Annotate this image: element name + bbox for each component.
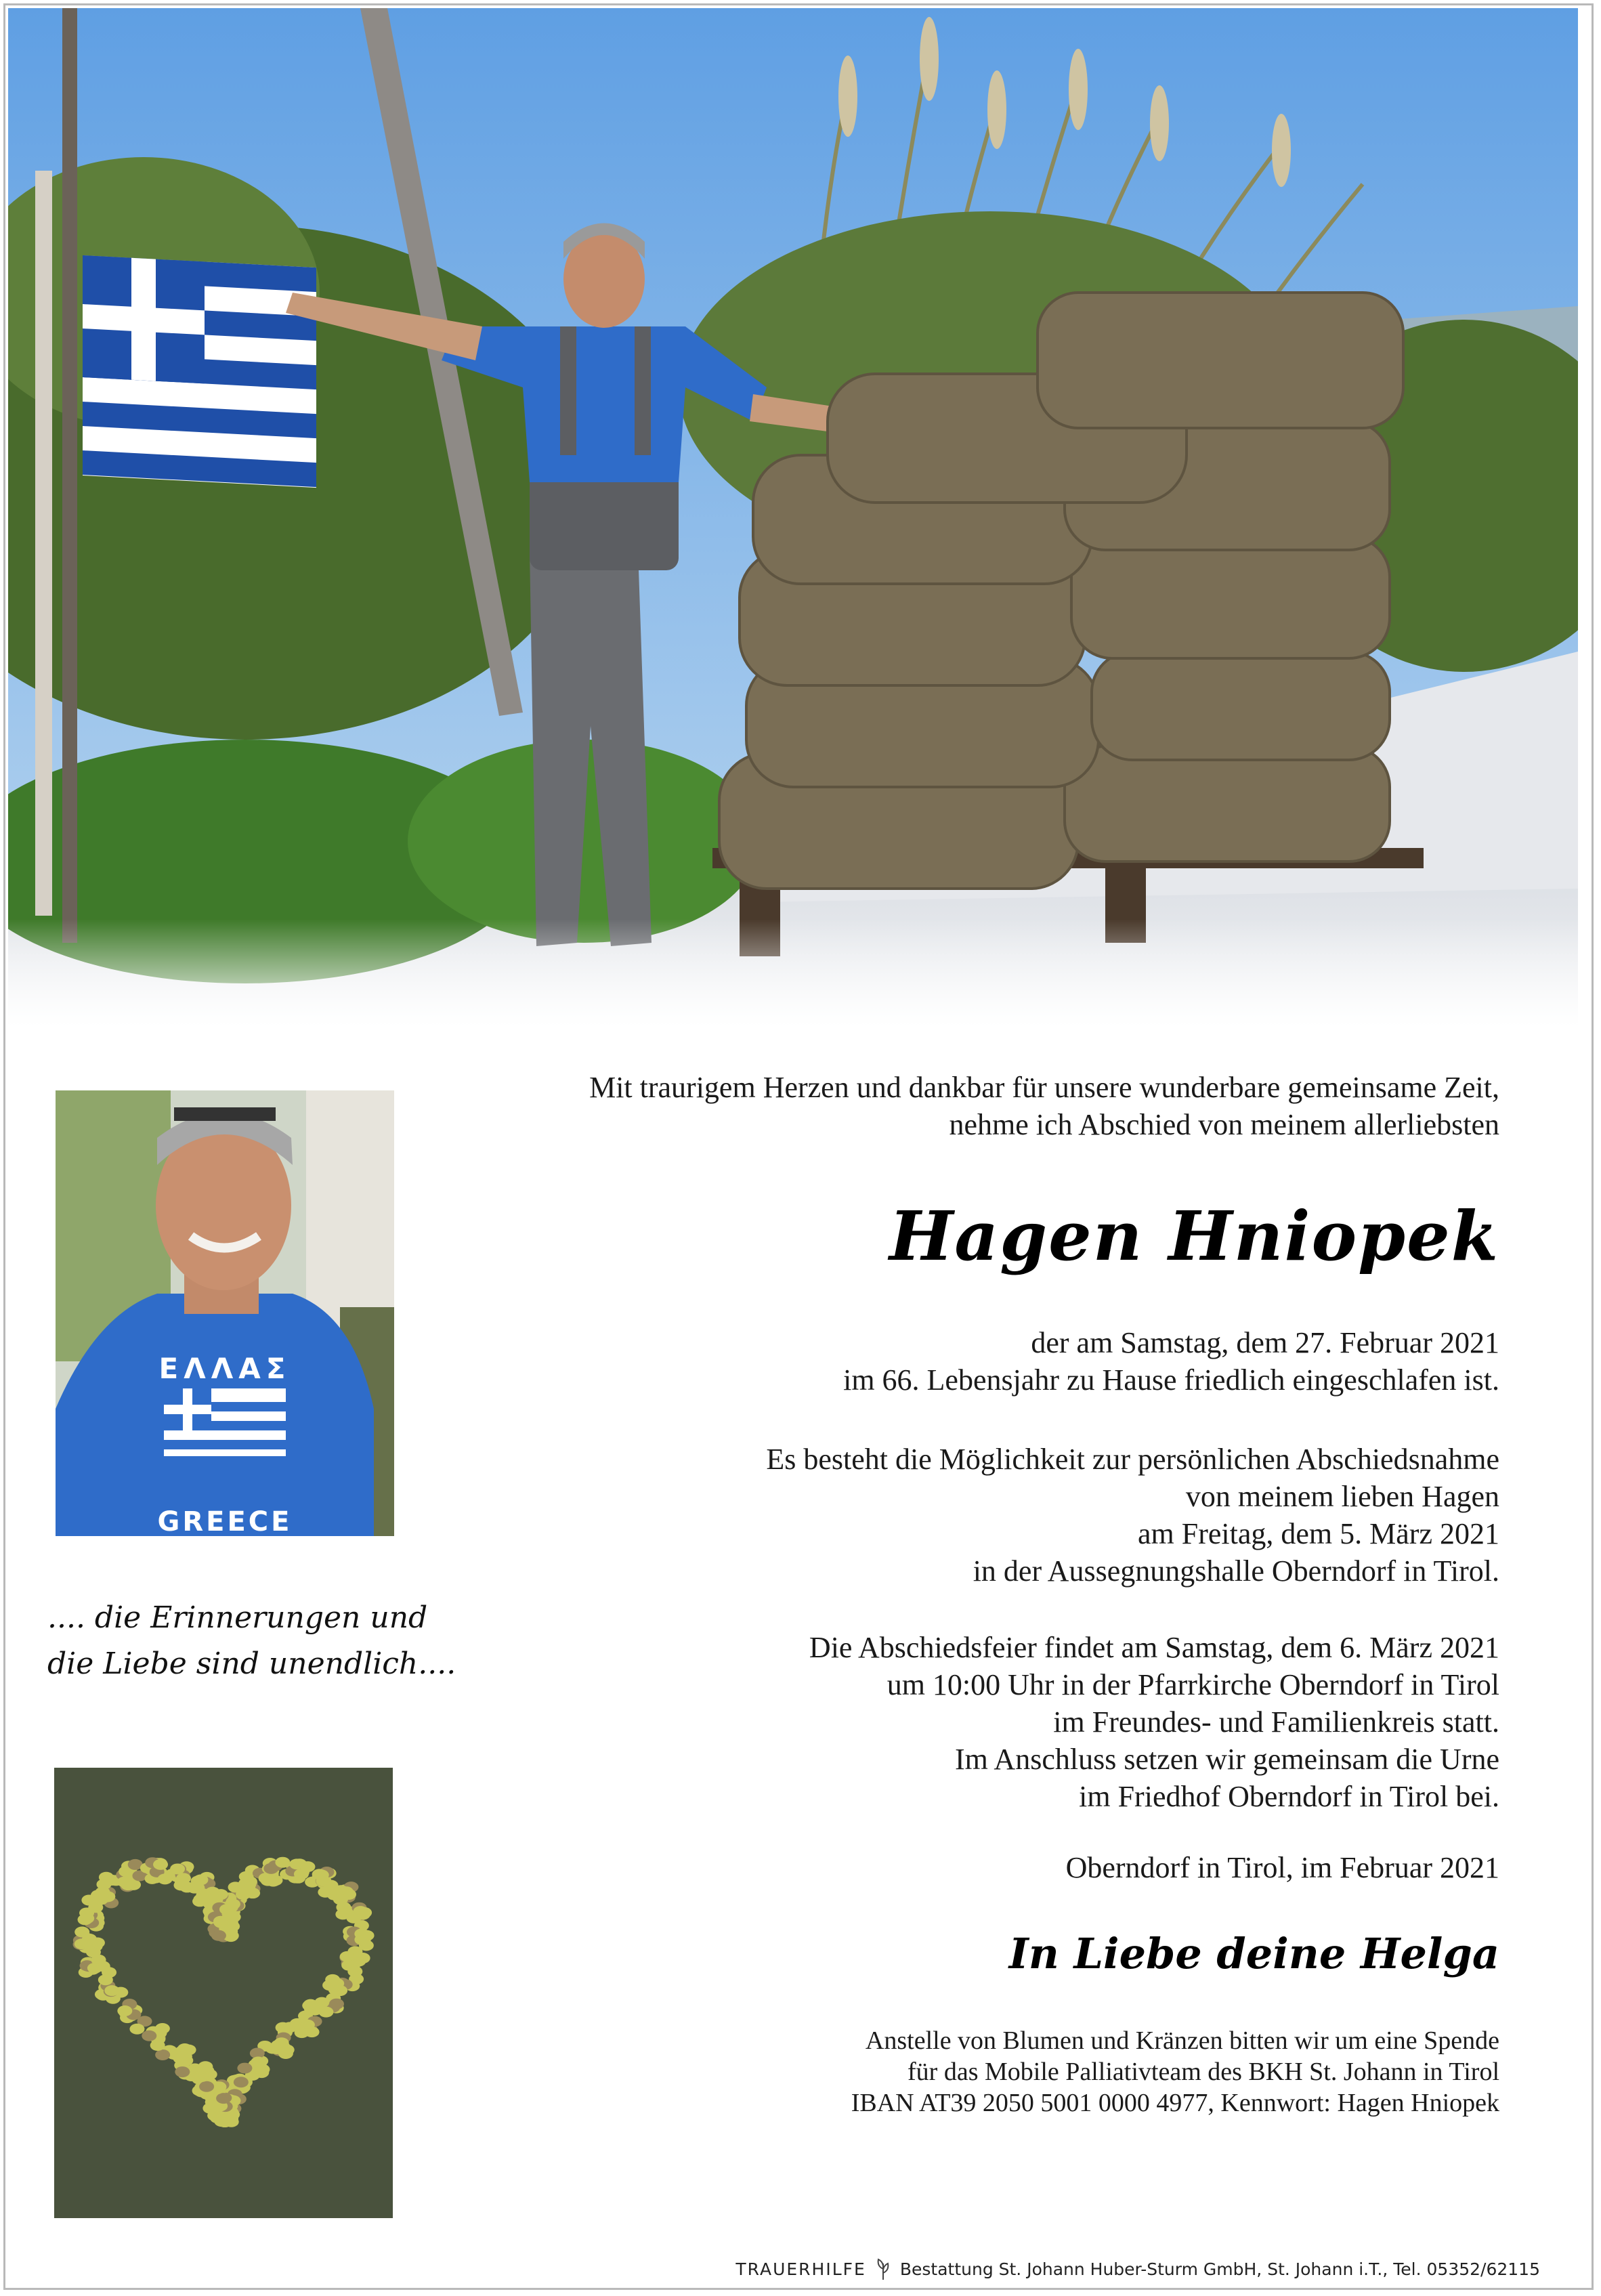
olive xyxy=(351,1956,366,1967)
olive xyxy=(347,1966,362,1977)
shirt-bottom-text: GREECE xyxy=(157,1506,293,1536)
olive xyxy=(276,2022,291,2033)
olive xyxy=(259,1873,274,1884)
olive xyxy=(142,2031,156,2041)
shirt-top-text: ΕΛΛΑΣ xyxy=(158,1352,291,1385)
hero-photo xyxy=(8,8,1578,1027)
olive xyxy=(175,2066,190,2077)
olive xyxy=(223,2110,238,2121)
olive xyxy=(314,1869,329,1880)
hero-fade xyxy=(8,919,1578,1027)
place-date: Oberndorf in Tirol, im Februar 2021 xyxy=(1065,1851,1499,1884)
olive xyxy=(170,1863,185,1874)
farewell-line-4: in der Aussegnungshalle Oberndorf in Tirol. xyxy=(973,1554,1499,1588)
footer-company: Bestattung St. Johann Huber-Sturm GmbH, St. Johann i.T., Tel. 05352/62115 xyxy=(899,2259,1540,2279)
ceremony-line-4: Im Anschluss setzen wir gemeinsam die Urne xyxy=(954,1743,1499,1776)
memory-quote xyxy=(47,1595,454,1687)
olive xyxy=(91,1955,106,1965)
donation-line-3: IBAN AT39 2050 5001 0000 4977, Kennwort: Hagen Hniopek xyxy=(851,2089,1499,2117)
olive xyxy=(82,1934,97,1944)
olive xyxy=(153,1859,168,1870)
olive xyxy=(304,2004,319,2015)
olive xyxy=(216,2093,231,2104)
intro-line-1: Mit traurigem Herzen und dankbar für unsere wunderbare gemeinsame Zeit, xyxy=(589,1071,1499,1104)
olive xyxy=(155,2049,170,2060)
death-line-2: im 66. Lebensjahr zu Hause friedlich eingeschlafen ist. xyxy=(843,1363,1499,1397)
olive xyxy=(356,1934,371,1944)
olive xyxy=(117,2005,132,2016)
olive xyxy=(333,1985,347,1996)
footer-brand: TRAUERHILFE xyxy=(735,2259,866,2279)
olive xyxy=(129,2024,144,2035)
donation-line-2: für das Mobile Palliativteam des BKH St. Johann in Tirol xyxy=(908,2058,1499,2086)
ceremony-line-3: im Freundes- und Familienkreis statt. xyxy=(1053,1705,1499,1739)
ceremony-notice xyxy=(809,1629,1499,1815)
olive xyxy=(117,1877,132,1888)
olive xyxy=(333,1894,348,1905)
intro-text xyxy=(589,1069,1499,1143)
leaf-icon xyxy=(874,2257,892,2281)
memory-quote-line-1: .... die Erinnerungen und xyxy=(47,1600,428,1635)
olive xyxy=(346,1913,361,1923)
ceremony-line-2: um 10:00 Uhr in der Pfarrkirche Oberndorf in Tirol xyxy=(887,1668,1499,1701)
ceremony-line-5: im Friedhof Oberndorf in Tirol bei. xyxy=(1079,1780,1499,1813)
farewell-notice xyxy=(766,1441,1499,1590)
olive xyxy=(234,2077,249,2087)
olive xyxy=(237,2063,252,2074)
olive xyxy=(300,1861,315,1872)
olive xyxy=(190,1882,205,1893)
olive xyxy=(241,1879,256,1890)
olive xyxy=(199,2081,214,2092)
farewell-line-1: Es besteht die Möglichkeit zur persönlichen Abschiedsnahme xyxy=(766,1443,1499,1476)
olive xyxy=(211,1930,226,1941)
farewell-line-2: von meinem lieben Hagen xyxy=(1185,1480,1499,1513)
donation-line-1: Anstelle von Blumen und Kränzen bitten wir um eine Spende xyxy=(865,2026,1499,2055)
olive-heart-photo xyxy=(54,1768,393,2218)
donation-notice xyxy=(851,2025,1499,2119)
memory-quote-line-2: die Liebe sind unendlich.... xyxy=(47,1646,456,1681)
olive xyxy=(104,1985,119,1996)
death-line-1: der am Samstag, dem 27. Februar 2021 xyxy=(1031,1326,1499,1359)
footer xyxy=(735,2257,1540,2281)
intro-line-2: nehme ich Abschied von meinem allerliebsten xyxy=(949,1108,1499,1141)
olive xyxy=(98,1974,113,1985)
olive xyxy=(95,1887,110,1898)
signature: In Liebe deine Helga xyxy=(1008,1929,1499,1978)
death-notice xyxy=(843,1324,1499,1399)
ceremony-line-1: Die Abschiedsfeier findet am Samstag, dem 6. März 2021 xyxy=(809,1631,1499,1664)
portrait-photo xyxy=(56,1090,394,1536)
deceased-name: Hagen Hniopek xyxy=(889,1196,1499,1276)
olive xyxy=(79,1913,94,1923)
farewell-line-3: am Freitag, dem 5. März 2021 xyxy=(1138,1517,1499,1550)
